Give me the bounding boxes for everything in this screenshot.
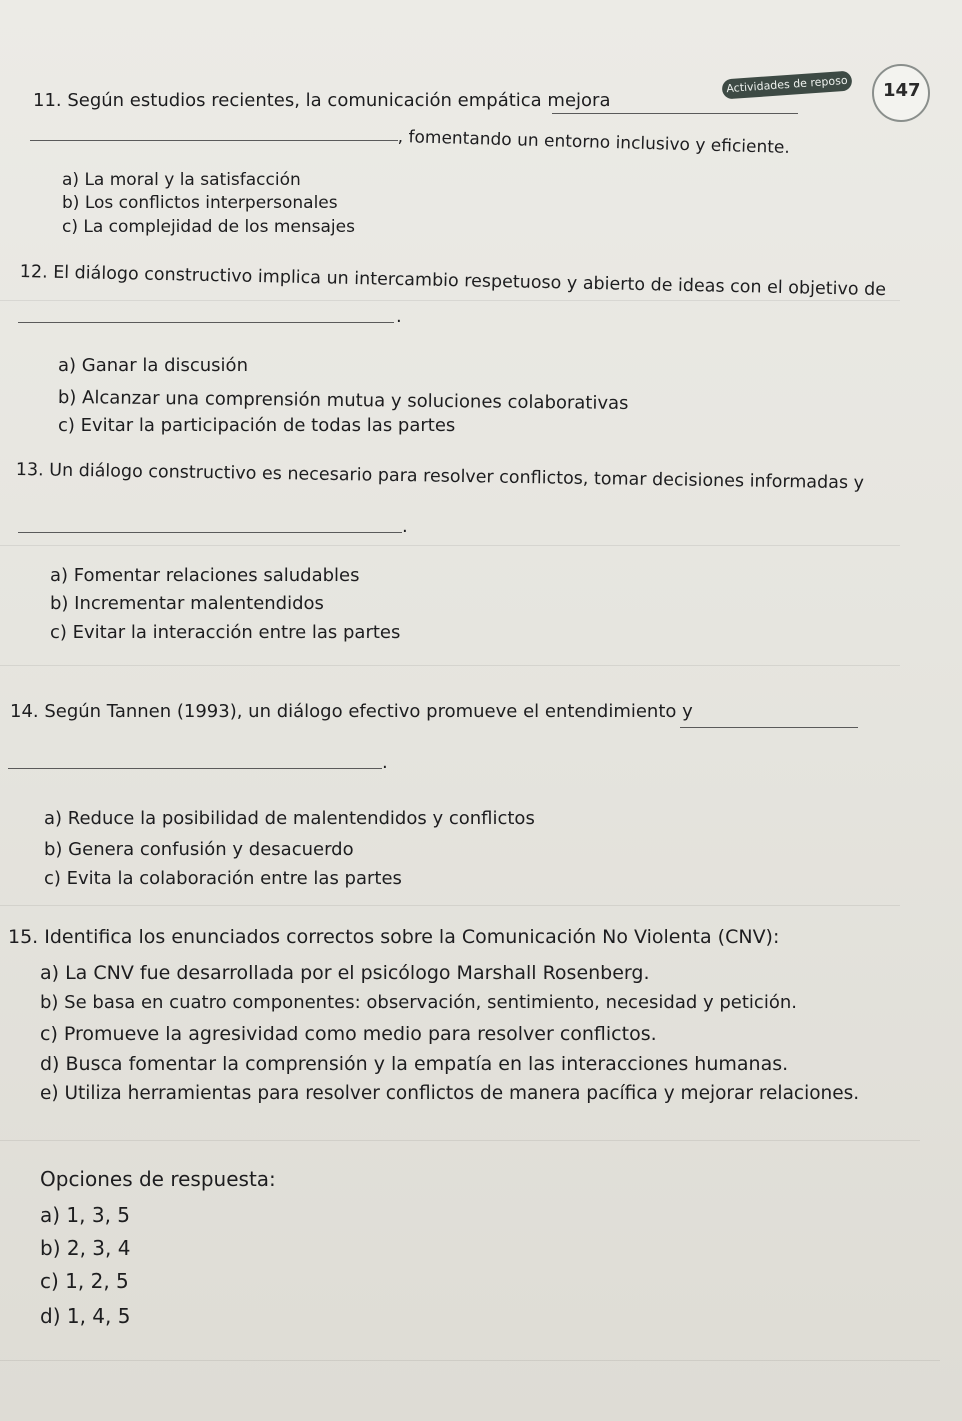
q12-option-a: a) Ganar la discusión [58,355,248,376]
q15-answer-a: a) 1, 3, 5 [40,1203,131,1227]
q11-blank-2[interactable] [30,140,398,141]
q14-period: . [382,752,388,773]
q15-title: 15. Identifica los enunciados correctos sobre la Comunicación No Violenta (CNV): [8,926,780,948]
q14-option-c: c) Evita la colaboración entre las partes [44,868,402,889]
q11-option-a: a) La moral y la satisfacción [62,170,301,190]
q12-option-c: c) Evitar la participación de todas las partes [58,415,456,436]
q13-option-a: a) Fomentar relaciones saludables [50,565,360,586]
q15-answers-title: Opciones de respuesta: [40,1167,276,1191]
q15-statement-a: a) La CNV fue desarrollada por el psicólogo Marshall Rosenberg. [40,962,650,984]
q11-blank-1[interactable] [552,113,798,114]
q13-blank[interactable] [18,532,402,533]
paper-line [0,665,900,666]
page-number: 147 [883,80,921,101]
q15-statement-c: c) Promueve la agresividad como medio para resolver conflictos. [40,1023,657,1045]
paper-line [0,905,900,906]
q15-statement-e: e) Utiliza herramientas para resolver conflictos de manera pacífica y mejorar relaciones. [40,1083,860,1104]
q12-blank[interactable] [18,322,394,323]
q15-answer-b: b) 2, 3, 4 [40,1236,131,1260]
q14-option-a: a) Reduce la posibilidad de malentendidos y conflictos [44,808,535,829]
q12-stem-line1: 12. El diálogo constructivo implica un intercambio respetuoso y abierto de ideas con el objetivo de [19,262,887,301]
paper-line [0,1140,920,1141]
q13-option-b: b) Incrementar malentendidos [50,593,324,614]
q15-answer-d: d) 1, 4, 5 [40,1304,131,1328]
q15-answer-c: c) 1, 2, 5 [40,1269,129,1293]
q12-option-b: b) Alcanzar una comprensión mutua y soluciones colaborativas [57,387,629,414]
q14-option-b: b) Genera confusión y desacuerdo [44,839,354,860]
paper-line [0,1360,940,1361]
q11-option-c: c) La complejidad de los mensajes [62,217,355,237]
q12-period: . [396,306,402,327]
q11-option-b: b) Los conflictos interpersonales [62,193,338,213]
q13-option-c: c) Evitar la interacción entre las partes [50,622,401,643]
q14-stem-line1: 14. Según Tannen (1993), un diálogo efectivo promueve el entendimiento y [10,701,693,722]
q11-stem-line1: 11. Según estudios recientes, la comunicación empática mejora [33,90,611,111]
q13-stem-line1: 13. Un diálogo constructivo es necesario para resolver conflictos, tomar decisiones informadas y [15,460,865,494]
paper-line [0,300,900,301]
paper-line [0,545,900,546]
q14-blank-1[interactable] [680,727,858,728]
q15-statement-d: d) Busca fomentar la comprensión y la empatía en las interacciones humanas. [40,1053,789,1075]
q13-period: . [402,516,408,537]
q14-blank-2[interactable] [8,768,382,769]
q11-stem-line2: , fomentando un entorno inclusivo y eficiente. [397,127,791,158]
q15-statement-b: b) Se basa en cuatro componentes: observación, sentimiento, necesidad y petición. [40,992,797,1013]
activity-badge: Actividades de reposo [721,70,852,99]
